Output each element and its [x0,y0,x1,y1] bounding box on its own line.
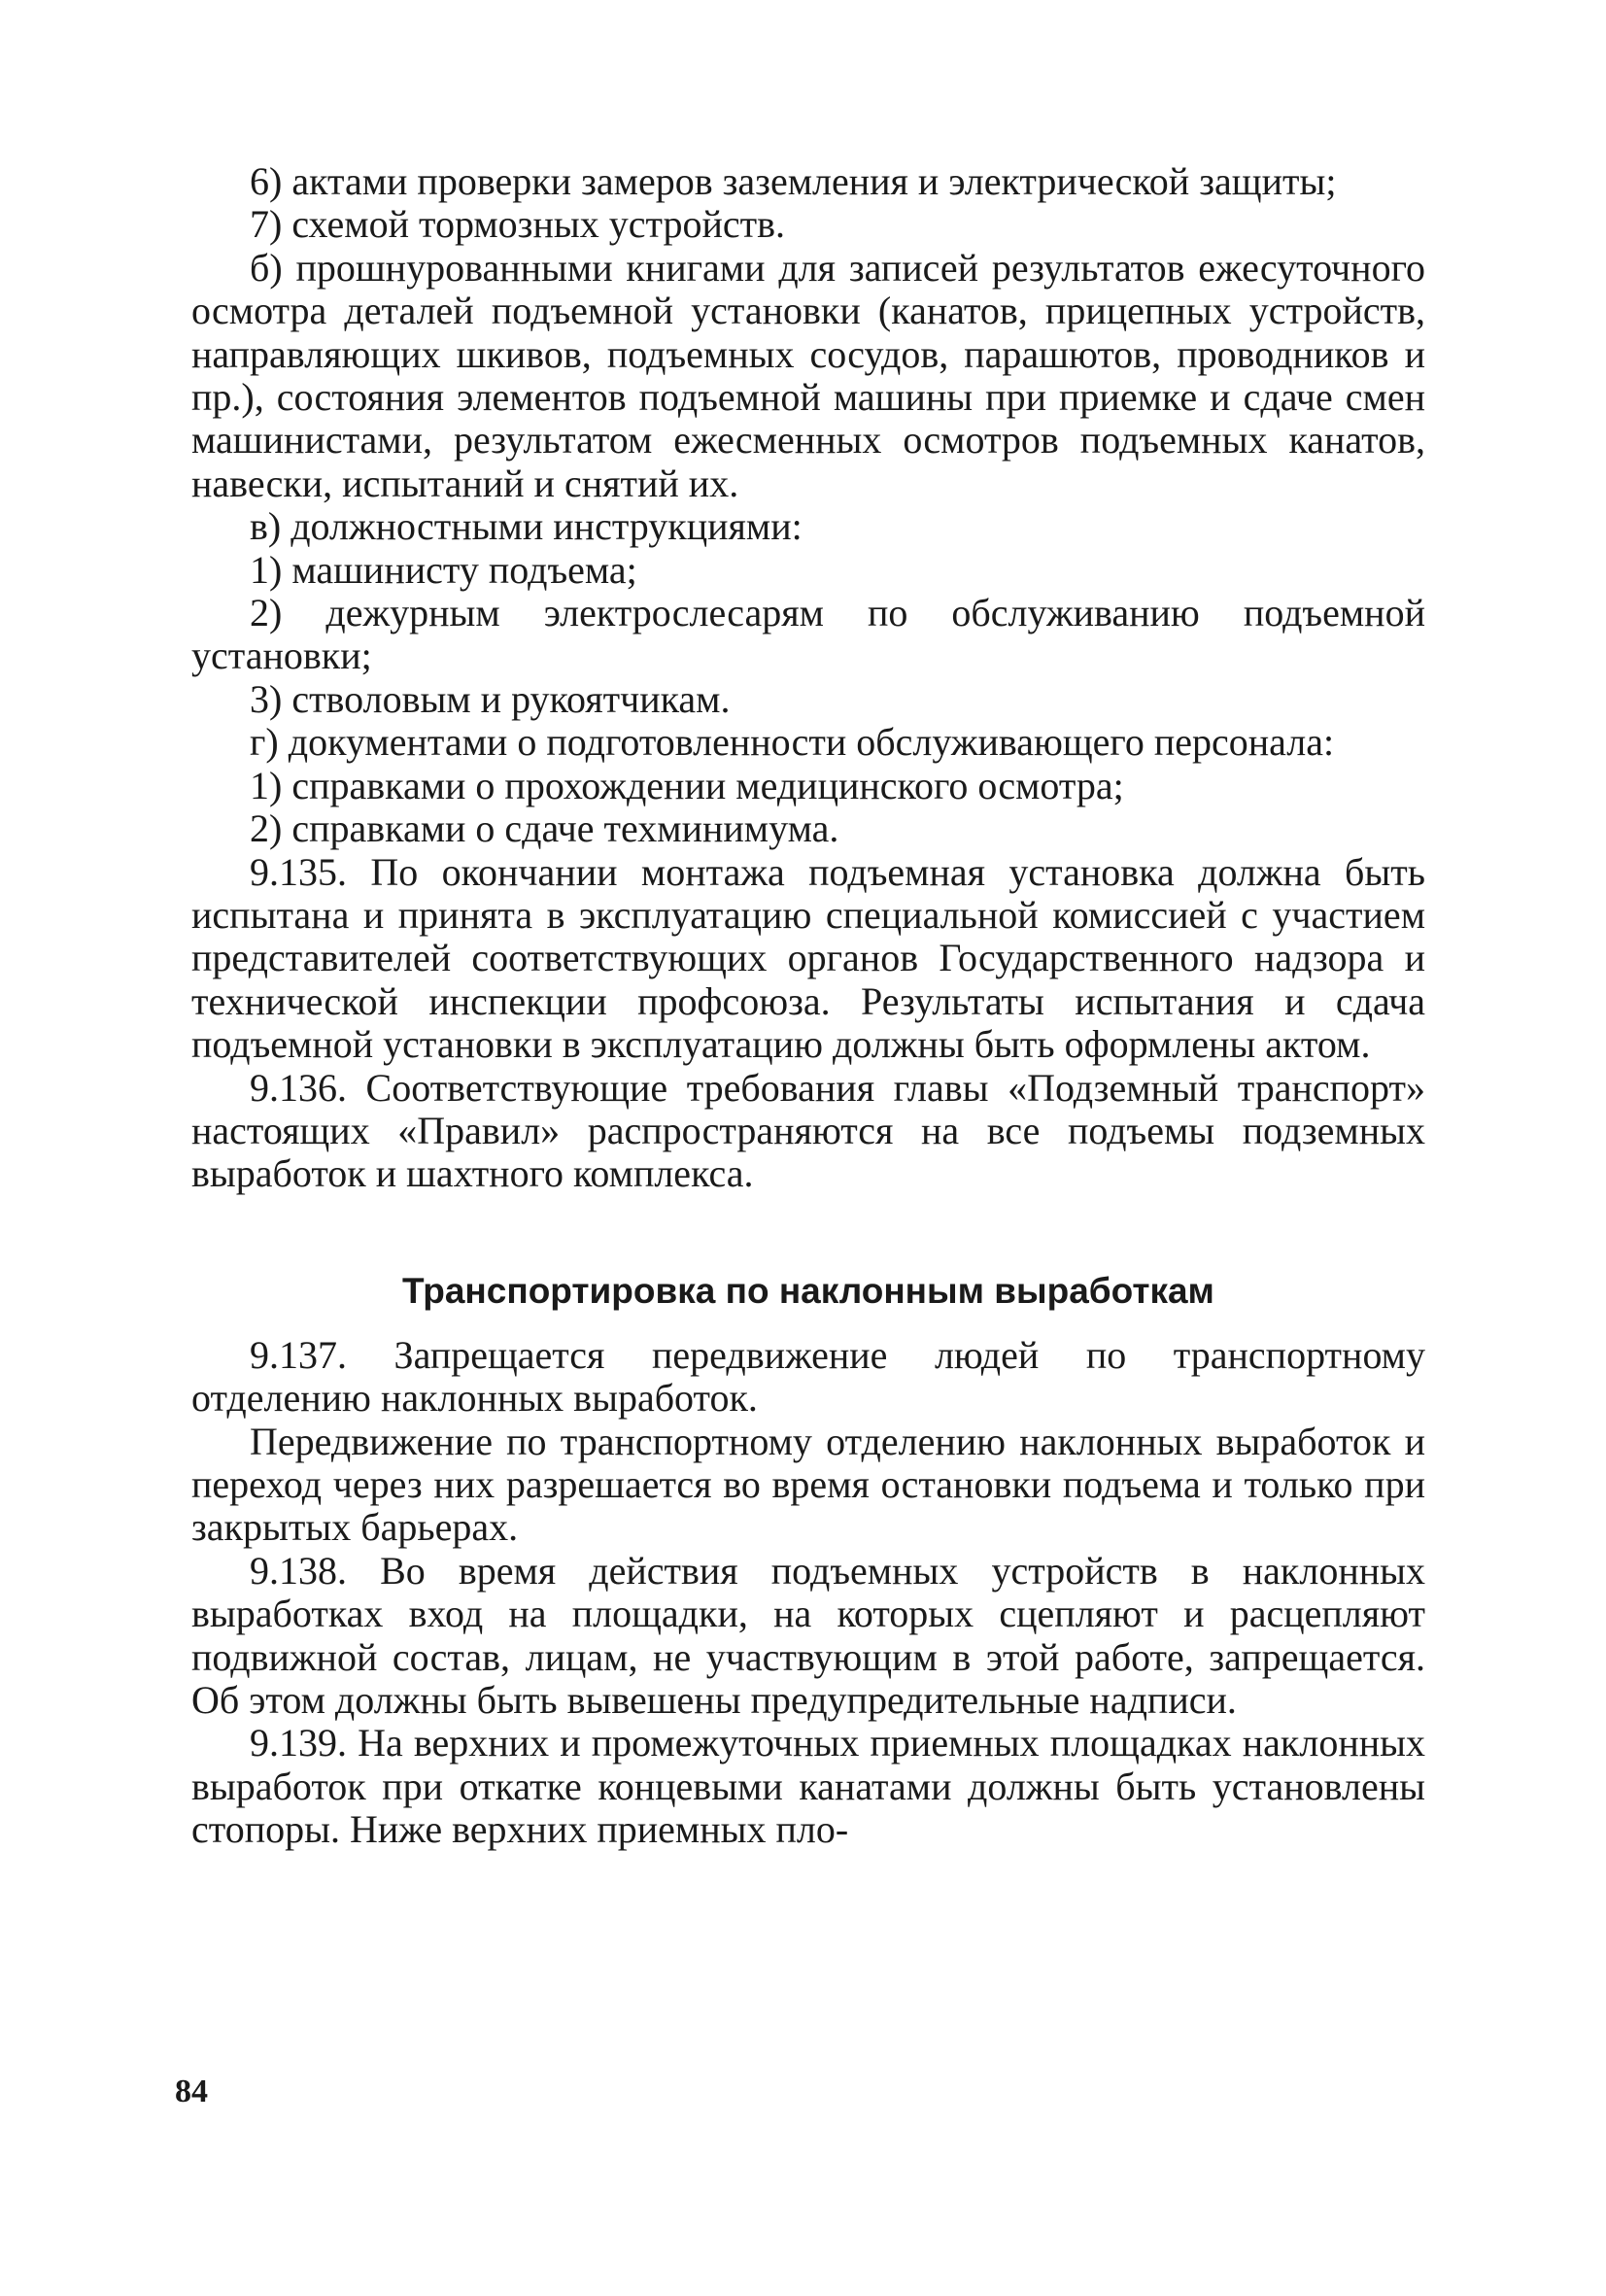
paragraph-v-instructions: в) должностными инструкциями: [250,504,803,549]
paragraph-9-139: 9.139. На верхних и промежуточных приемных площадках наклонных выработок при откатке концевыми канатами должны быть установлены стопоры. Ниже верхних приемных пло- [191,1721,1425,1852]
paragraph-v-2: 2) дежурным электрослесарям по обслуживанию подъемной установки; [191,591,1425,678]
paragraph-item-7: 7) схемой тормозных устройств. [250,202,786,247]
section-heading: Транспортировка по наклонным выработкам [402,1270,1214,1311]
paragraph-9-136: 9.136. Соответствующие требования главы «Подземный транспорт» настоящих «Правил» распространяются на все подъемы подземных выработок и шахтного комплекса. [191,1065,1425,1196]
paragraph-v-3: 3) стволовым и рукоятчикам. [250,676,731,721]
paragraph-g-2: 2) справками о сдаче техминимума. [250,806,839,851]
paragraph-9-137-continued: Передвижение по транспортному отделению наклонных выработок и переход через них разрешается во время остановки подъема и только при закрытых барьерах. [191,1419,1425,1550]
paragraph-b-logbooks: б) прошнурованными книгами для записей результатов ежесуточного осмотра деталей подъемной установки (канатов, прицепных устройств, направляющих шкивов, подъемных сосудов, парашютов, проводников и пр.), состояния элементов подъемной машины при приемке и сдаче смен машинистами, результатом ежесменных осмотров подъемных канатов, навески, испытаний и снятий их. [191,245,1425,505]
paragraph-9-135: 9.135. По окончании монтажа подъемная установка должна быть испытана и принята в эксплуатацию специальной комиссией с участием представителей соответствующих органов Государственного надзора и технической инспекции профсоюза. Результаты испытания и сдача подъемной установки в эксплуатацию должны быть оформлены актом. [191,849,1425,1067]
page-body [191,160,1425,1852]
paragraph-9-137: 9.137. Запрещается передвижение людей по транспортному отделению наклонных выработок. [191,1332,1425,1421]
paragraph-v-1: 1) машинисту подъема; [250,547,637,592]
paragraph-9-138: 9.138. Во время действия подъемных устройств в наклонных выработках вход на площадки, на которых сцепляют и расцепляют подвижной состав, лицам, не участвующим в этой работе, запрещается. Об этом должны быть вывешены предупредительные надписи. [191,1548,1425,1722]
page-number: 84 [175,2073,208,2109]
paragraph-g-1: 1) справками о прохождении медицинского осмотра; [250,763,1124,807]
paragraph-g-documents: г) документами о подготовленности обслуживающего персонала: [250,720,1335,765]
paragraph-item-6: 6) актами проверки замеров заземления и электрической защиты; [250,159,1337,203]
